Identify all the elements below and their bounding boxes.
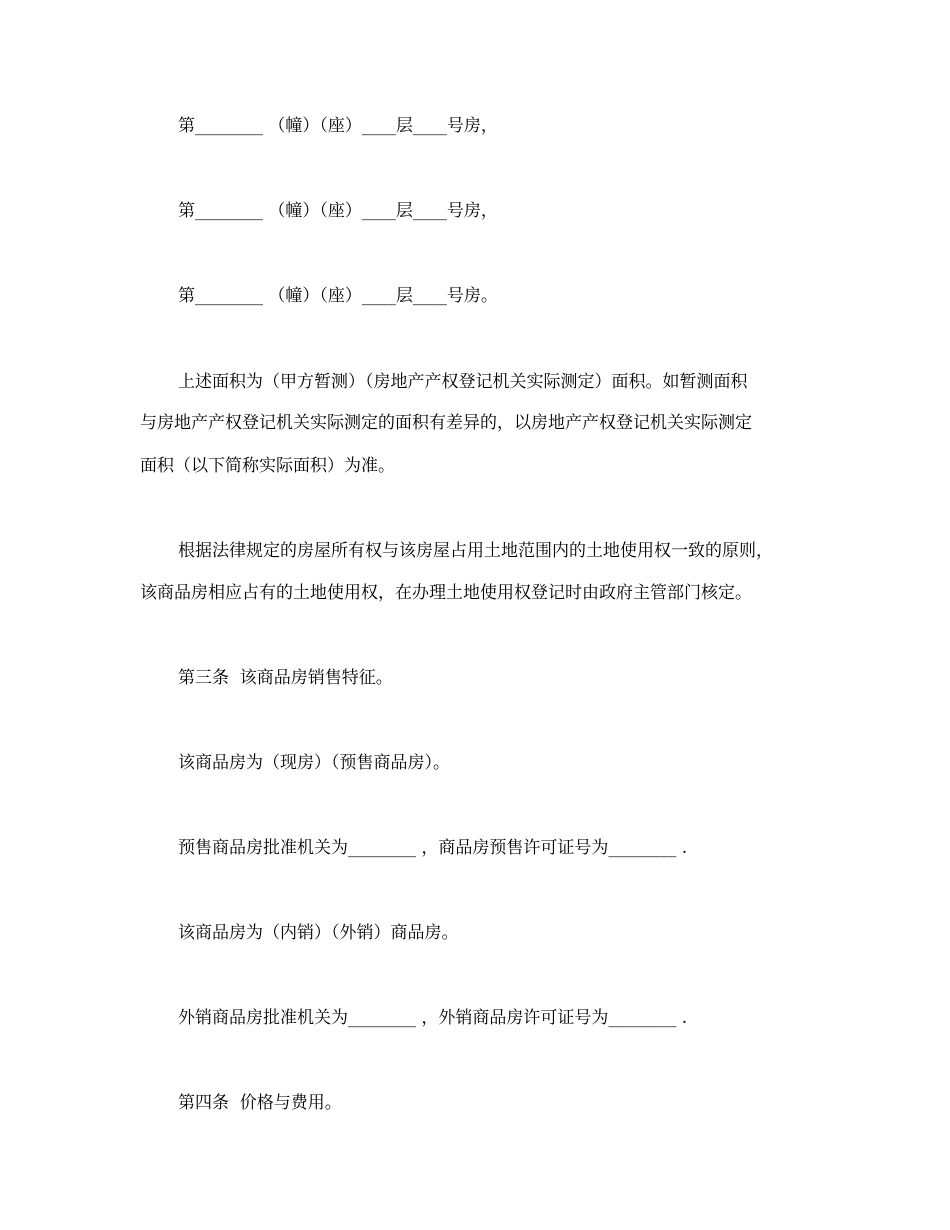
room-line-1: 第________ （幢）（座）____层____号房， [178,116,498,136]
area-paragraph-line-3: 面积（以下简称实际面积）为准。 [140,456,395,476]
sale-type-line: 该商品房为（现房）（预售商品房）。 [178,753,450,773]
land-paragraph-line-2: 该商品房相应占有的土地使用权，在办理土地使用权登记时由政府主管部门核定。 [140,583,752,603]
article-3-heading: 第三条 该商品房销售特征。 [178,668,393,688]
market-type-line: 该商品房为（内销）（外销）商品房。 [178,923,459,943]
area-paragraph-line-1: 上述面积为（甲方暂测）（房地产产权登记机关实际测定）面积。如暂测面积 [178,372,748,392]
article-4-heading: 第四条 价格与费用。 [178,1093,342,1113]
presale-approval-line: 预售商品房批准机关为________ ，商品房预售许可证号为________ . [178,838,688,858]
room-line-3: 第________ （幢）（座）____层____号房。 [178,286,498,306]
area-paragraph-line-2: 与房地产产权登记机关实际测定的面积有差异的，以房地产产权登记机关实际测定 [140,413,752,433]
export-approval-line: 外销商品房批准机关为________ ，外销商品房许可证号为________ . [178,1008,688,1028]
room-line-2: 第________ （幢）（座）____层____号房， [178,201,498,221]
land-paragraph-line-1: 根据法律规定的房屋所有权与该房屋占用土地范围内的土地使用权一致的原则， [178,541,773,561]
